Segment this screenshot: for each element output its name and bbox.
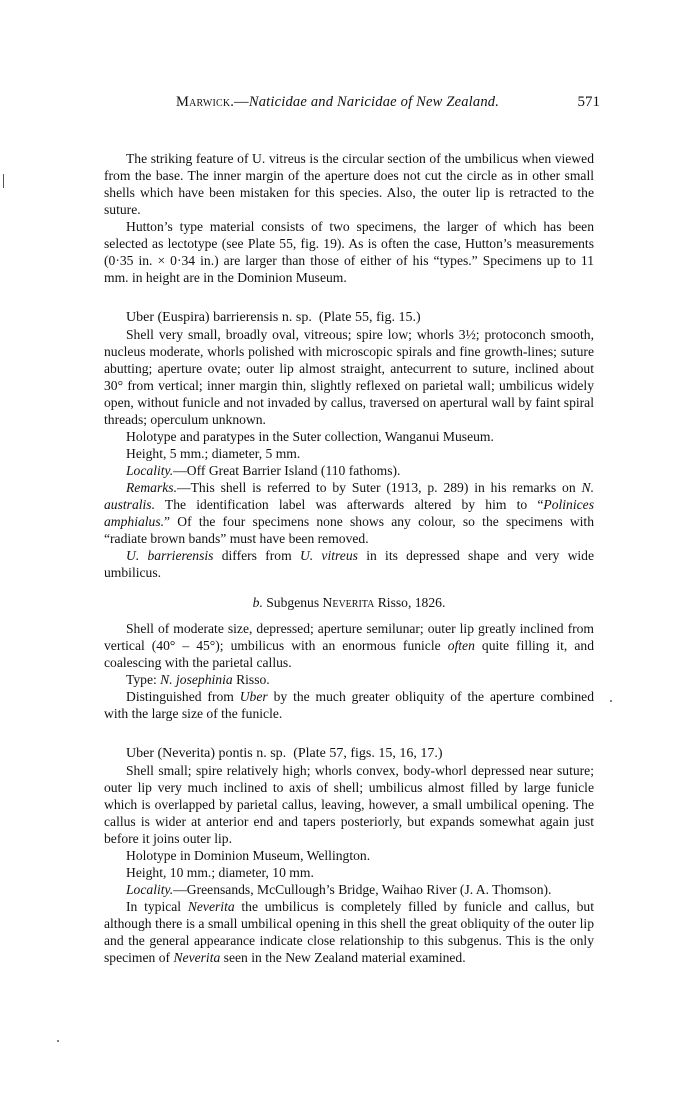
holotype-pontis: Holotype in Dominion Museum, Wellington. [126,848,371,863]
locality-barrierensis [104,462,594,479]
type-label: Type: [126,672,161,687]
species-heading-barrierensis [104,309,594,326]
distinction-italic: Uber [239,689,268,704]
remarks-italic-2: Polinices amphialus. [104,497,594,529]
subgenus-distinction [104,688,594,722]
paragraph-1: The striking feature of U. vitreus is the circular section of the umbilicus when viewed from the base. The inner margin of the aperture does not cut the circle as in other small shells which have been mistaken for this species. Also, the outer lip is retracted to the suture. [104,151,594,217]
header-author: Marwick. [176,94,235,110]
heading-plate-ref-pontis: (Plate 57, figs. 15, 16, 17.) [293,746,443,761]
scan-speck [610,700,612,702]
comparison-italic-1: U. barrierensis [126,548,214,563]
holotype-barrierensis: Holotype and paratypes in the Suter collection, Wanganui Museum. [126,429,494,444]
subgenus-author: Risso, 1826. [377,595,446,610]
remarks-text-b: The identification label was afterwards altered by him to “ [155,497,544,512]
heading-name: Uber (Euspira) barrierensis n. sp. [126,310,312,325]
remarks-text-c: ” Of the four specimens none shows any colour, so the specimens with “radiate brown bands” must have been removed. [104,514,594,546]
locality-label-pontis: Locality. [126,882,174,897]
description-barrierensis: Shell very small, broadly oval, vitreous; spire low; whorls 3½; protoconch smooth, nucleus moderate, whorls polished with microscopic spirals and fine growth-lines; suture abutting; aperture ovate; outer lip almost straight, antecurrent to suture, inclined about 30° from vertical; inner margin thin, slightly reflexed on parietal wall; umbilicus widely open, without funicle and not invaded by callus, traversed on apertural wall by faint spiral threads; operculum unknown. [104,327,594,427]
paragraph-2: Hutton’s type material consists of two specimens, the larger of which has been selected as lectotype (see Plate 55, fig. 19). As is often the case, Hutton’s measurements (0·35 in. × 0·34 in.) are larger than those of either of his “types.” Specimens up to 11 mm. in height are in the Dominion Museum. [104,219,594,285]
measurements-pontis: Height, 10 mm.; diameter, 10 mm. [126,865,314,880]
remarks-pontis-italic-1: Neverita [187,899,235,914]
remarks-text-a: —This shell is referred to by Suter (1913, p. 289) in his remarks on [176,480,582,495]
remarks-pontis-b: the umbilicus is completely filled by funicle and callus, but although there is a small umbilical opening in this shell the great obliquity of the outer lip and the general appearance indicate close relationship to this subgenus. This is the only specimen of [104,899,594,965]
scan-speck [57,1040,59,1042]
scan-mark-left [3,174,4,188]
description-pontis: Shell small; spire relatively high; whorls convex, body-whorl depressed near suture; outer lip very much inclined to axis of shell; umbilicus almost filled by large funicle which is overlapped by parietal callus, leaving, however, a small umbilical opening. The callus is wider at anterior end and tapers posteriorly, but expands somewhat again just before it joins outer lip. [104,763,594,846]
remarks-barrierensis [104,479,594,547]
distinction-text-a: Distinguished from [126,689,240,704]
locality-text: —Off Great Barrier Island (110 fathoms). [173,463,401,478]
subgenus-desc-a: Shell of moderate size, depressed; aperture semilunar; outer lip greatly inclined from vertical (40° – 45°); umbilicus with an enormous funicle [104,621,594,653]
locality-label: Locality. [126,463,174,478]
subgenus-name: Neverita [322,595,375,610]
running-header [104,94,600,114]
measurements-barrierensis: Height, 5 mm.; diameter, 5 mm. [126,446,301,461]
species-heading-pontis [104,745,594,762]
subgenus-desc-italic: often [447,638,475,653]
comparison-text-a: differs from [213,548,300,563]
header-dash: — [234,94,249,110]
type-species: N. josephinia [160,672,233,687]
subgenus-type [104,671,594,688]
page-number: 571 [577,94,600,110]
remarks-italic-1: N. australis. [104,480,594,512]
header-title [176,94,499,111]
comparison-text-b: in its depressed shape and very wide umbilicus. [104,548,594,580]
comparison-barrierensis [104,547,594,581]
type-author: Risso. [232,672,270,687]
comparison-italic-2: U. vitreus [299,548,358,563]
body-text [104,150,594,966]
locality-text-pontis: —Greensands, McCullough’s Bridge, Waihao River (J. A. Thomson). [173,882,552,897]
distinction-text-b: by the much greater obliquity of the aperture combined with the large size of the funicle. [104,689,594,721]
locality-pontis [104,881,594,898]
subgenus-desc-b: quite filling it, and coalescing with the parietal callus. [104,638,594,670]
heading-plate-ref: (Plate 55, fig. 15.) [318,310,421,325]
header-title-italic: Naticidae and Naricidae of New Zealand. [248,94,500,110]
remarks-pontis-italic-2: Neverita [173,950,221,965]
subgenus-description [104,620,594,671]
subgenus-heading [104,594,594,611]
subgenus-letter: b. [252,595,263,610]
remarks-label: Remarks. [126,480,177,495]
remarks-pontis [104,898,594,966]
remarks-pontis-a: In typical [126,899,188,914]
heading-name-pontis: Uber (Neverita) pontis n. sp. [126,746,287,761]
remarks-pontis-c: seen in the New Zealand material examined. [220,950,466,965]
subgenus-word: Subgenus [266,595,320,610]
